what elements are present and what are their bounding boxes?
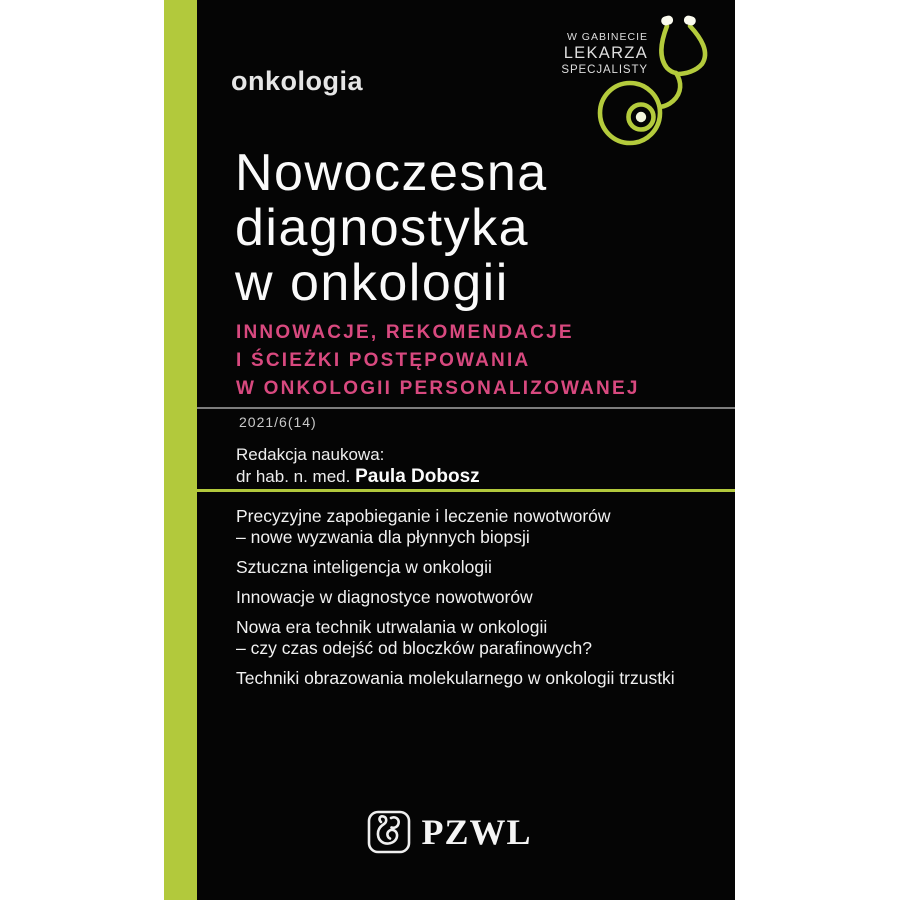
topic-line: Innowacje w diagnostyce nowotworów	[236, 587, 533, 607]
divider-bottom	[197, 489, 735, 492]
editors-name: Paula Dobosz	[355, 466, 480, 487]
title-line: Nowoczesna	[235, 144, 548, 202]
topic-line: Precyzyjne zapobieganie i leczenie nowotworów	[236, 506, 611, 526]
topic-item	[236, 557, 675, 578]
badge-line: SPECJALISTY	[561, 64, 648, 76]
subtitle-line: INNOWACJE, REKOMENDACJE	[236, 322, 574, 343]
editors-degree: dr hab. n. med.	[236, 467, 351, 486]
badge-line: LEKARZA	[563, 44, 648, 62]
topic-line: – nowe wyzwania dla płynnych biopsji	[236, 527, 530, 547]
publisher-name: PZWL	[421, 812, 532, 852]
topic-line: Nowa era technik utrwalania w onkologii	[236, 617, 548, 637]
topic-item	[236, 506, 675, 548]
editors-block	[236, 444, 480, 488]
title-line: diagnostyka	[235, 199, 530, 257]
book-subtitle	[236, 319, 640, 403]
subtitle-line: W ONKOLOGII PERSONALIZOWANEJ	[236, 378, 640, 399]
topics-list	[236, 506, 675, 698]
book-title	[235, 146, 548, 311]
publisher-logo	[164, 810, 735, 854]
topic-line: Techniki obrazowania molekularnego w onkologii trzustki	[236, 668, 675, 688]
editors-line	[236, 466, 480, 488]
badge-line: W GABINECIE	[566, 31, 648, 43]
green-spine-stripe	[164, 0, 197, 900]
divider-top	[197, 407, 735, 409]
book-cover	[164, 0, 735, 900]
title-line: w onkologii	[235, 254, 509, 312]
stethoscope-icon	[594, 0, 744, 150]
issue-number: 2021/6(14)	[239, 414, 317, 430]
pzwl-swan-icon	[367, 810, 411, 854]
topic-line: – czy czas odejść od bloczków parafinowych?	[236, 638, 593, 658]
topic-line: Sztuczna inteligencja w onkologii	[236, 557, 492, 577]
subtitle-line: I ŚCIEŻKI POSTĘPOWANIA	[236, 350, 531, 371]
series-label: onkologia	[231, 66, 363, 96]
topic-item	[236, 587, 675, 608]
topic-item	[236, 668, 675, 689]
editors-label: Redakcja naukowa:	[236, 445, 385, 464]
topic-item	[236, 617, 675, 659]
